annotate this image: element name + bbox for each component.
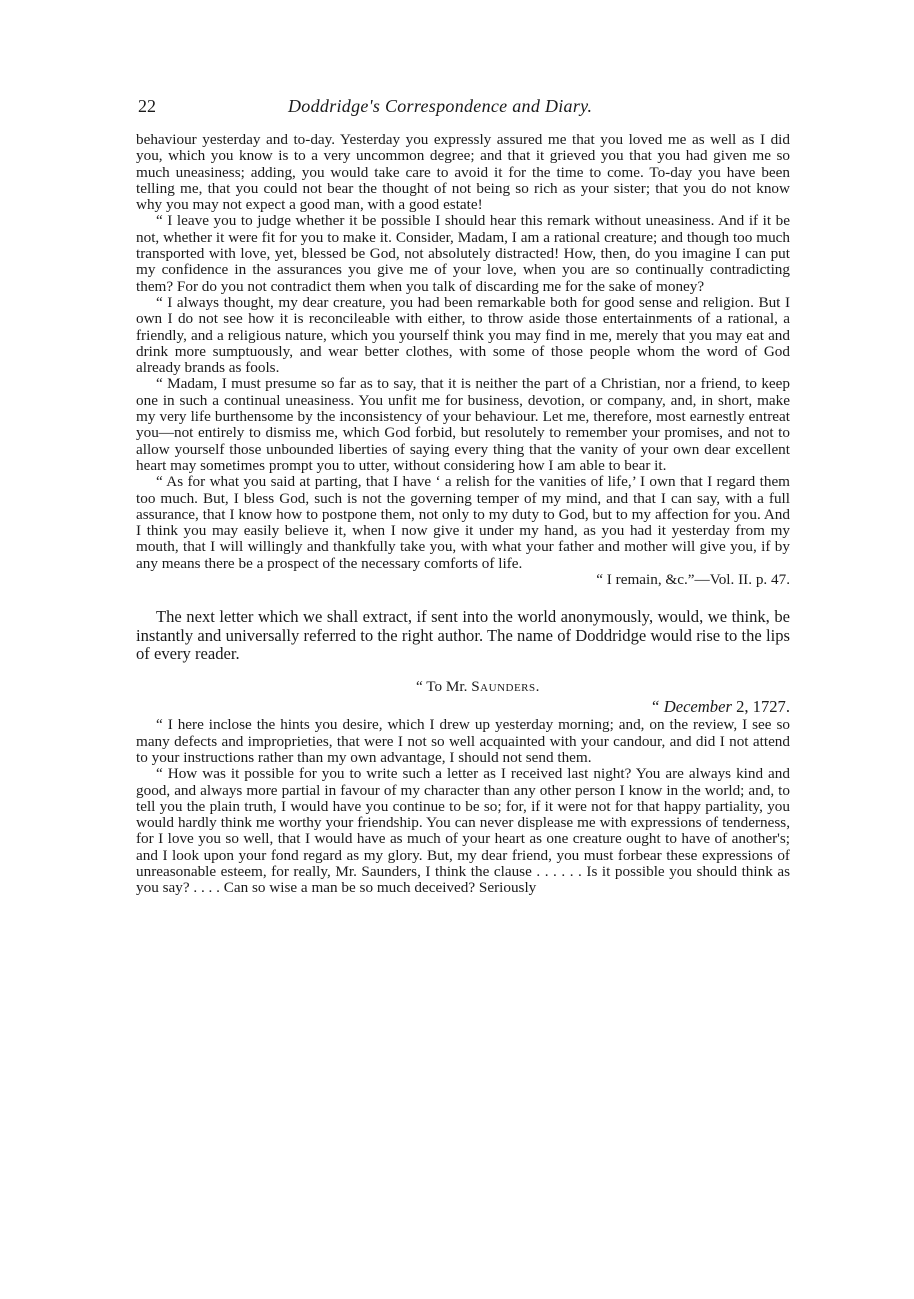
letter-date <box>136 699 790 715</box>
letter-addressee <box>136 679 790 695</box>
letter-sign-off: “ I remain, &c.”—Vol. II. p. 47. <box>596 571 790 589</box>
letter-paragraph: behaviour yesterday and to-day. Yesterday you expressly assured me that you loved me as well as I did you, which you know is to a very uncommon degree; and that it grieved you that you had given me so much uneasiness; adding, you would take care to avoid it for the time to come. To-day you have been telling me, that you could not bear the thought of not being so rich as your sister; that you do not know why you may not expect a good man, with a good estate! <box>136 131 790 214</box>
addressee-prefix: “ To Mr. <box>416 677 468 695</box>
letter-paragraph: “ I always thought, my dear creature, you had been remarkable both for good sense and religion. But I own I do not see how it is reconcileable with either, to throw aside those entertainments of a rational, a friendly, and a religious nature, which you yourself think you may find in me, merely that you may eat and drink more sumptuously, and wear better clothes, with some of those people whom the word of God already brands as fools. <box>136 293 790 377</box>
letter-paragraph: “ Madam, I must presume so far as to say, that it is neither the part of a Christian, nor a friend, to keep one in such a continual uneasiness. You unfit me for business, devotion, or company, and, in short, make my very life burthensome by the inconsistency of your behaviour. Let me, therefore, most earnestly entreat you—not entirely to dismiss me, which God forbid, but resolutely to remember your promises, and not to allow yourself those unbounded liberties of saying every thing that the vanity of your own dear excellent heart may sometimes prompt you to utter, without considering how I am able to bear it. <box>136 375 790 474</box>
letter-paragraph: “ I here inclose the hints you desire, which I drew up yesterday morning; and, on the review, I see so many defects and improprieties, that were I not so well acquainted with your candour, and did I not attend to your instructions rather than my own advantage, I should not send them. <box>136 716 790 766</box>
letter-paragraph: “ As for what you said at parting, that I have ‘ a relish for the vanities of life,’ I own that I regard them too much. But, I bless God, such is not the governing temper of my mind, and that I can say, with a full assurance, that I know how to postpone them, not only to my duty to God, but to my affection for you. And I think you may easily believe it, when I now give it under my hand, as you had it yesterday from my mouth, that I will willingly and thankfully take you, with what your father and mother will give you, if by any means there be a prospect of the necessary comforts of life. <box>136 473 790 572</box>
page-number: 22 <box>138 96 156 116</box>
running-title: Doddridge's Correspondence and Diary. <box>288 96 593 116</box>
date-month: “ December <box>650 697 732 717</box>
page-body <box>136 132 790 897</box>
page-header <box>138 96 790 122</box>
editorial-commentary: The next letter which we shall extract, if sent into the world anonymously, would, we think, be instantly and universally referred to the right author. The name of Doddridge would rise to the lips of every reader. <box>136 607 790 664</box>
letter-paragraph: “ How was it possible for you to write such a letter as I received last night? You are always kind and good, and always more partial in favour of my character than any other person I know in the world; and, to tell you the plain truth, I would have you continue to be so; for, if it were not for that happy partiality, you would hardly think me worthy your friendship. You can never displease me with expressions of tenderness, for I love you so well, that I would have as much of your heart as one creature ought to have of another's; and I look upon your fond regard as my glory. But, my dear friend, you must forbear these expressions of unreasonable esteem, for really, Mr. Saunders, I think the clause . . . . . . Is it possible you should think as you say? . . . . Can so wise a man be so much deceived? Seriously <box>136 765 790 897</box>
addressee-name: Saunders. <box>471 677 540 695</box>
date-day-year: 2, 1727. <box>736 697 790 717</box>
letter-paragraph: “ I leave you to judge whether it be possible I should hear this remark without uneasiness. And if it be not, whether it were fit for you to make it. Consider, Madam, I am a rational creature; and though too much transported with love, yet, blessed be God, not absolutely distracted! How, then, do you imagine I can put my confidence in the assurances you give me of your love, when you are so continually contradicting them? For do you not contradict them when you talk of discarding me for the sake of money? <box>136 212 790 295</box>
